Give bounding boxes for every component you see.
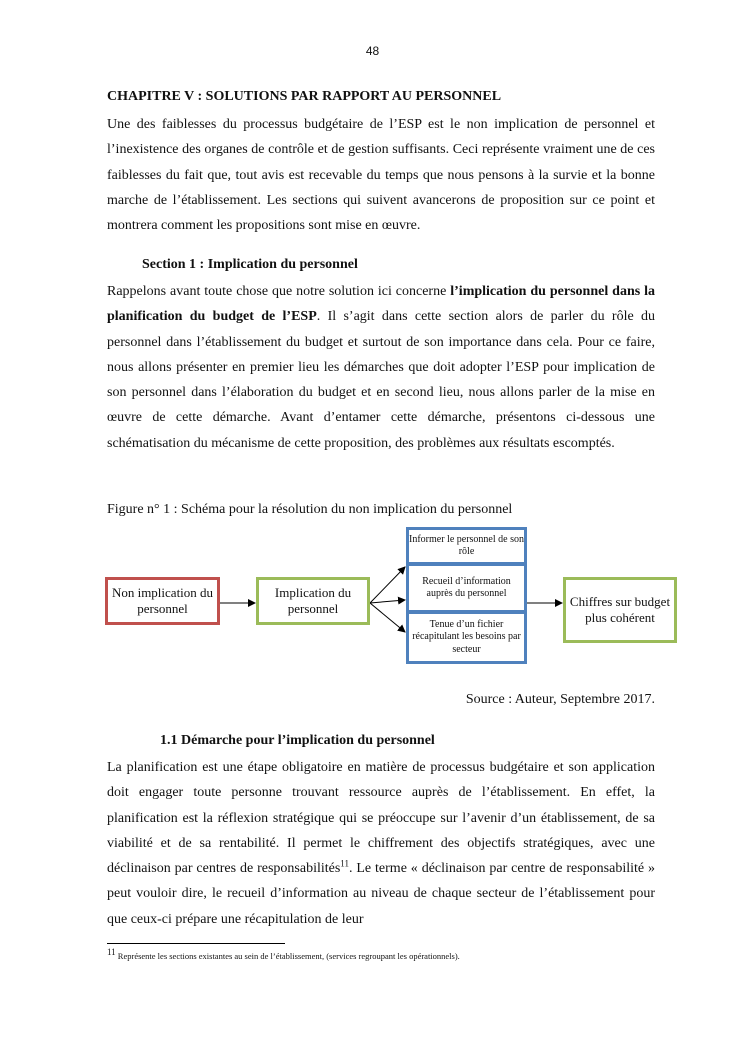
bold-emphasis: l’implication du personnel dans la planification du budget de l’ESP bbox=[107, 284, 655, 325]
arrow-solution-to-action2 bbox=[370, 600, 405, 603]
footnote-reference: 11 bbox=[340, 858, 349, 869]
action-box-inform: Informer le personnel de son rôle bbox=[406, 527, 527, 565]
intro-paragraph: Une des faiblesses du processus budgétaire de l’ESP est le non implication de personnel et l’inexistence des organes de contrôle et de gestion suffisants. Ceci représente vraiment une de ces faiblesses du fait que, tout avis est recevable du temps que nous pensons à la survie et la bonne marche de l’établissement. Les sections qui suivent avancerons de proposition sur ce point et montrera comment les propositions sont mise en œuvre. bbox=[107, 117, 655, 234]
action-box-file: Tenue d’un fichier récapitulant les besoins par secteur bbox=[406, 611, 527, 664]
problem-box: Non implication du personnel bbox=[105, 577, 220, 625]
footnote-divider bbox=[107, 943, 285, 944]
result-box: Chiffres sur budget plus cohérent bbox=[563, 577, 677, 643]
arrow-solution-to-action1 bbox=[370, 567, 405, 603]
subsection-paragraph: La planification est une étape obligatoire en matière de processus budgétaire et son application doit engager toute personne trouvant ressource auprès de l’établissement. En effet, la planification est la réflexion stratégique qui se préoccupe sur l’avenir d’un établissement, de sa viabilité et de sa rentabilité. Il permet le chiffrement des objectifs stratégiques, avec une déclinaison par centres de responsabilités$^{11}$. Le terme « déclinaison par centre de responsabilité » peut vouloir dire, le recueil d’information au niveau de chaque secteur de l’établissement pour que ceux-ci prépare une récapitulation de leur bbox=[107, 760, 655, 927]
chapter-title: CHAPITRE V : SOLUTIONS PAR RAPPORT AU PERSONNEL bbox=[107, 89, 502, 104]
page-number: 48 bbox=[365, 44, 380, 58]
arrow-solution-to-action3 bbox=[370, 603, 405, 632]
solution-box: Implication du personnel bbox=[256, 577, 370, 625]
footnote: $^{11}$ Représente les sections existantes au sein de l’établissement, (services regroupant les opérationnels). bbox=[107, 947, 460, 961]
subsection-title: 1.1 Démarche pour l’implication du personnel bbox=[160, 733, 435, 748]
figure-caption: Figure n° 1 : Schéma pour la résolution du non implication du personnel bbox=[107, 502, 513, 517]
action-box-collect: Recueil d’information auprès du personnel bbox=[406, 563, 527, 613]
section1-title: Section 1 : Implication du personnel bbox=[142, 257, 358, 272]
section1-paragraph: Rappelons avant toute chose que notre solution ici concerne l’implication du personnel dans la planification du budget de l’ESP. Il s’agit dans cette section alors de parler du rôle du personnel dans l’établissement du budget et surtout de son importance dans cela. Pour ce faire, nous allons présenter en premier lieu les démarches que doit adopter l’ESP pour implication de son personnel dans l’élaboration du budget et en second lieu, nous allons parler de la mise en œuvre de cette démarche. Avant d’entamer cette démarche, présentons ci-dessous une schématisation du mécanisme de cette proposition, des problèmes aux résultats escomptés. bbox=[107, 284, 655, 451]
figure-source: Source : Auteur, Septembre 2017. bbox=[465, 692, 655, 707]
footnote-number: 11 bbox=[107, 947, 116, 958]
